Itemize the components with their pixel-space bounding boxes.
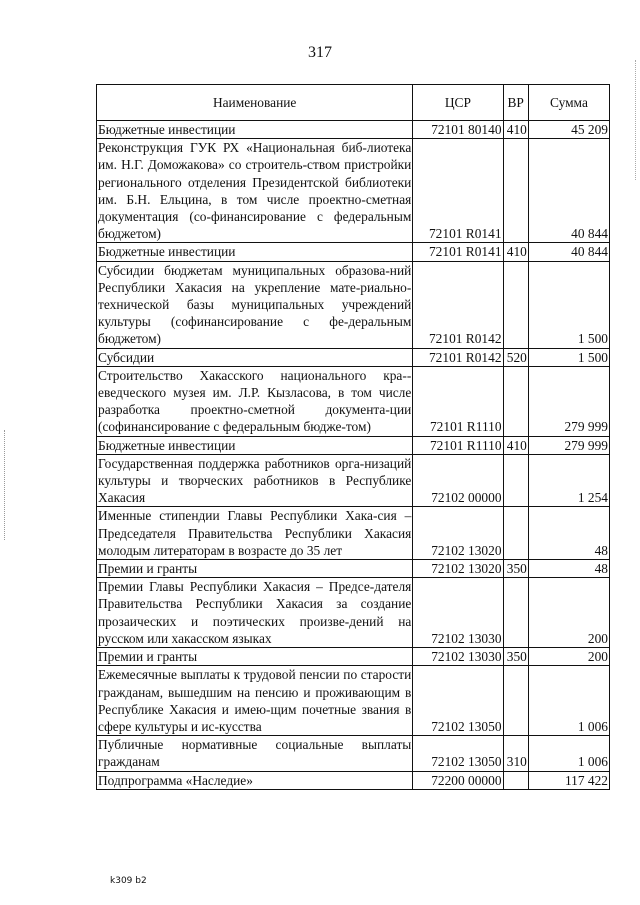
row-name-cell <box>97 139 413 243</box>
row-csr-cell: 72101 R1110 <box>413 436 503 454</box>
row-name-text: Именные стипендии Главы Республики Хака-сия – Председателя Правительства Республики Хакасия молодым литераторам в возрасте до 35 лет <box>98 508 412 558</box>
row-name-text: Бюджетные инвестиции <box>98 437 236 453</box>
table-row <box>97 736 610 771</box>
row-csr-cell: 72101 R0141 <box>413 243 503 261</box>
table-row <box>97 560 610 578</box>
row-name-cell <box>97 261 413 348</box>
row-name-cell <box>97 578 413 648</box>
row-vr-cell <box>503 666 528 736</box>
row-vr-cell <box>503 139 528 243</box>
row-csr-cell: 72102 13030 <box>413 578 503 648</box>
row-sum-cell: 200 <box>528 578 609 648</box>
row-name-cell <box>97 736 413 771</box>
row-sum-cell: 45 209 <box>528 121 609 139</box>
row-sum-cell: 279 999 <box>528 366 609 436</box>
right-margin-marks <box>631 60 636 180</box>
row-name-cell <box>97 348 413 366</box>
row-sum-cell: 48 <box>528 560 609 578</box>
row-name-cell <box>97 666 413 736</box>
table-row <box>97 507 610 560</box>
row-vr-cell: 410 <box>503 243 528 261</box>
row-name-cell <box>97 454 413 507</box>
row-name-text: Субсидии бюджетам муниципальных образова-ний Республики Хакасия на укрепление мате-риально-технической базы муниципальных учреждений культуры (софинансирование с фе-деральным бюджетом) <box>98 262 412 347</box>
header-sum: Сумма <box>528 85 609 121</box>
row-sum-cell: 1 500 <box>528 261 609 348</box>
row-name-text: Бюджетные инвестиции <box>98 244 236 260</box>
row-name-text: Премии и гранты <box>98 649 198 665</box>
budget-table <box>96 84 610 790</box>
row-vr-cell: 350 <box>503 560 528 578</box>
row-vr-cell <box>503 578 528 648</box>
table-row <box>97 771 610 789</box>
table-row <box>97 578 610 648</box>
table-row <box>97 436 610 454</box>
row-csr-cell: 72102 13020 <box>413 507 503 560</box>
row-csr-cell: 72200 00000 <box>413 771 503 789</box>
row-name-text: Реконструкция ГУК РХ «Национальная биб-лиотека им. Н.Г. Доможакова» со строитель-ством пристройки регионального отделения Президентской библиотеки им. Б.Н. Ельцина, в том числе проектно-сметная документация (со-финансирование с федеральным бюджетом) <box>98 140 412 242</box>
header-csr: ЦСР <box>413 85 503 121</box>
table-row <box>97 139 610 243</box>
table-row <box>97 121 610 139</box>
table-row <box>97 243 610 261</box>
row-vr-cell <box>503 454 528 507</box>
row-sum-cell: 117 422 <box>528 771 609 789</box>
row-name-text: Премии Главы Республики Хакасия – Предсе-дателя Правительства Республики Хакасия за создание прозаических и поэтических произве-дений на русском или хакасском языках <box>98 579 412 646</box>
row-name-cell <box>97 436 413 454</box>
table-row <box>97 648 610 666</box>
header-vr: ВР <box>503 85 528 121</box>
table-row <box>97 666 610 736</box>
row-vr-cell: 310 <box>503 736 528 771</box>
row-sum-cell: 40 844 <box>528 139 609 243</box>
row-csr-cell: 72101 R1110 <box>413 366 503 436</box>
row-sum-cell: 1 006 <box>528 666 609 736</box>
row-sum-cell: 1 006 <box>528 736 609 771</box>
table-row <box>97 454 610 507</box>
row-csr-cell: 72101 80140 <box>413 121 503 139</box>
row-csr-cell: 72102 13050 <box>413 736 503 771</box>
row-name-cell <box>97 507 413 560</box>
table-row <box>97 261 610 348</box>
row-name-cell <box>97 243 413 261</box>
row-csr-cell: 72101 R0142 <box>413 261 503 348</box>
row-vr-cell: 410 <box>503 436 528 454</box>
row-sum-cell: 1 500 <box>528 348 609 366</box>
row-vr-cell <box>503 261 528 348</box>
row-sum-cell: 279 999 <box>528 436 609 454</box>
table-header-row <box>97 85 610 121</box>
row-vr-cell <box>503 771 528 789</box>
row-csr-cell: 72102 00000 <box>413 454 503 507</box>
row-vr-cell: 350 <box>503 648 528 666</box>
row-csr-cell: 72101 R0141 <box>413 139 503 243</box>
row-csr-cell: 72102 13020 <box>413 560 503 578</box>
row-name-text: Публичные нормативные социальные выплаты гражданам <box>98 737 412 770</box>
row-name-text: Субсидии <box>98 349 155 365</box>
left-margin-marks <box>4 430 9 540</box>
row-name-cell <box>97 771 413 789</box>
row-name-cell <box>97 560 413 578</box>
table-row <box>97 366 610 436</box>
table-row <box>97 348 610 366</box>
row-name-cell <box>97 121 413 139</box>
row-name-text: Бюджетные инвестиции <box>98 122 236 137</box>
footer-code: k309 b2 <box>110 876 147 886</box>
row-csr-cell: 72102 13030 <box>413 648 503 666</box>
row-sum-cell: 40 844 <box>528 243 609 261</box>
page-number: 317 <box>308 44 332 61</box>
row-name-cell <box>97 366 413 436</box>
row-name-cell <box>97 648 413 666</box>
row-csr-cell: 72101 R0142 <box>413 348 503 366</box>
row-vr-cell <box>503 366 528 436</box>
header-name: Наименование <box>97 85 413 121</box>
row-csr-cell: 72102 13050 <box>413 666 503 736</box>
row-sum-cell: 1 254 <box>528 454 609 507</box>
row-vr-cell: 410 <box>503 121 528 139</box>
row-name-text: Подпрограмма «Наследие» <box>98 772 253 788</box>
row-name-text: Строительство Хакасского национального кра-еведческого музея им. Л.Р. Кызласова, в том числе разработка проектно-сметной документа-ции (софинансирование с федеральным бюдже-том) <box>98 367 412 435</box>
row-vr-cell: 520 <box>503 348 528 366</box>
row-name-text: Ежемесячные выплаты к трудовой пенсии по старости гражданам, вышедшим на пенсию и проживающим в Республике Хакасия и имею-щим почетные звания в сфере культуры и ис-кусства <box>98 667 412 734</box>
row-sum-cell: 48 <box>528 507 609 560</box>
row-name-text: Премии и гранты <box>98 561 198 577</box>
row-vr-cell <box>503 507 528 560</box>
row-sum-cell: 200 <box>528 648 609 666</box>
row-name-text: Государственная поддержка работников орга-низаций культуры и творческих работников в Республике Хакасия <box>98 455 412 506</box>
